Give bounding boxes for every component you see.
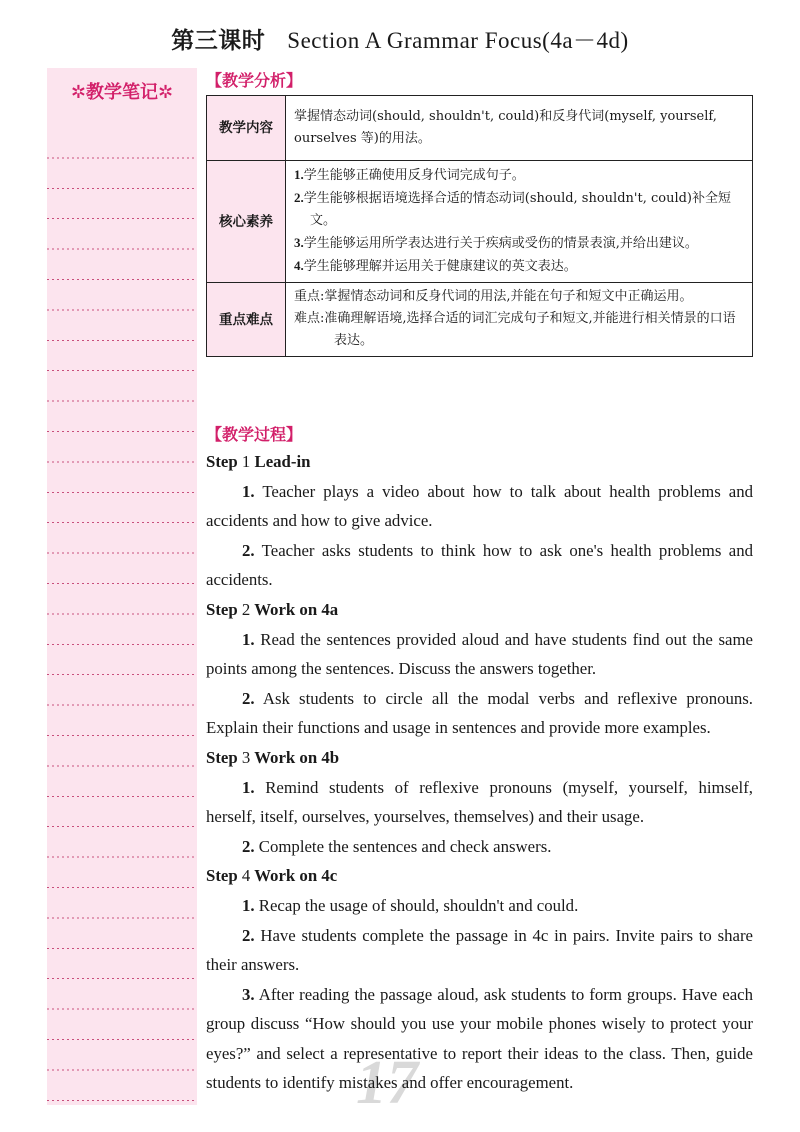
row-content xyxy=(286,96,753,161)
notes-sidebar xyxy=(47,68,197,1105)
section-title: Section A Grammar Focus(4a－4d) xyxy=(287,28,629,53)
page-number: 17 xyxy=(356,1049,418,1117)
analysis-table xyxy=(206,95,753,357)
table-row xyxy=(207,161,753,283)
step-heading: Step 2 Work on 4a xyxy=(206,599,339,619)
notes-ruled-lines xyxy=(47,128,197,1105)
step-paragraph: 1. Recap the usage of should, shouldn't and could. xyxy=(242,895,579,915)
table-row xyxy=(207,283,753,357)
list-item: 3.学生能够运用所学表达进行关于疾病或受伤的情景表演,并给出建议。 xyxy=(294,235,698,251)
step-paragraph: 1. Remind students of reflexive pronouns (myself, yourself, himself, herself, itself, ourselves, yourselves, themselves) and their usage. xyxy=(206,777,753,827)
step-paragraph: 2. Ask students to circle all the modal verbs and reflexive pronouns. Explain their functions and usage in sentences and provide more examples. xyxy=(206,688,753,738)
row-content xyxy=(286,283,753,357)
row-label: 重点难点 xyxy=(207,283,286,357)
step-paragraph: 3. After reading the passage aloud, ask students to form groups. Have each group discuss “How should you use your mobile phones wisely to protect your eyes?” and select a representative to report their ideas to the class. Then, guide students to identify mistakes and offer encouragement. xyxy=(206,984,753,1093)
row-content xyxy=(286,161,753,283)
step-heading: Step 1 Lead-in xyxy=(206,452,311,471)
page-title xyxy=(0,22,800,55)
row-label: 核心素养 xyxy=(207,161,286,283)
step-paragraph: 1. Read the sentences provided aloud and have students find out the same points among the sentences. Discuss the answers together. xyxy=(206,629,753,679)
notes-header: ✲教学笔记✲ xyxy=(70,82,174,103)
process-body xyxy=(206,447,753,1098)
list-item: 2.学生能够根据语境选择合适的情态动词(should, shouldn't, could)补全短文。 xyxy=(294,190,731,228)
list-item: 4.学生能够理解并运用关于健康建议的英文表达。 xyxy=(294,258,577,274)
step-heading: Step 4 Work on 4c xyxy=(206,866,338,886)
table-row xyxy=(207,96,753,161)
content-text: 掌握情态动词(should, shouldn't, could)和反身代词(myself, yourself, ourselves 等)的用法。 xyxy=(294,108,717,146)
row-label: 教学内容 xyxy=(207,96,286,161)
list-item: 重点:掌握情态动词和反身代词的用法,并能在句子和短文中正确运用。 xyxy=(294,289,693,304)
step-heading: Step 3 Work on 4b xyxy=(206,747,340,767)
process-heading: 【教学过程】 xyxy=(206,425,303,444)
step-paragraph: 2. Complete the sentences and check answers. xyxy=(242,836,552,856)
lesson-label: 第三课时 xyxy=(171,27,266,54)
step-paragraph: 2. Teacher asks students to think how to ask one's health problems and accidents. xyxy=(206,540,753,590)
analysis-heading: 【教学分析】 xyxy=(206,71,303,90)
step-paragraph: 1. Teacher plays a video about how to talk about health problems and accidents and how to give advice. xyxy=(206,481,753,531)
step-paragraph: 2. Have students complete the passage in 4c in pairs. Invite pairs to share their answers. xyxy=(206,925,753,975)
list-item: 难点:准确理解语境,选择合适的词汇完成句子和短文,并能进行相关情景的口语表达。 xyxy=(294,311,736,348)
list-item: 1.学生能够正确使用反身代词完成句子。 xyxy=(294,167,525,183)
